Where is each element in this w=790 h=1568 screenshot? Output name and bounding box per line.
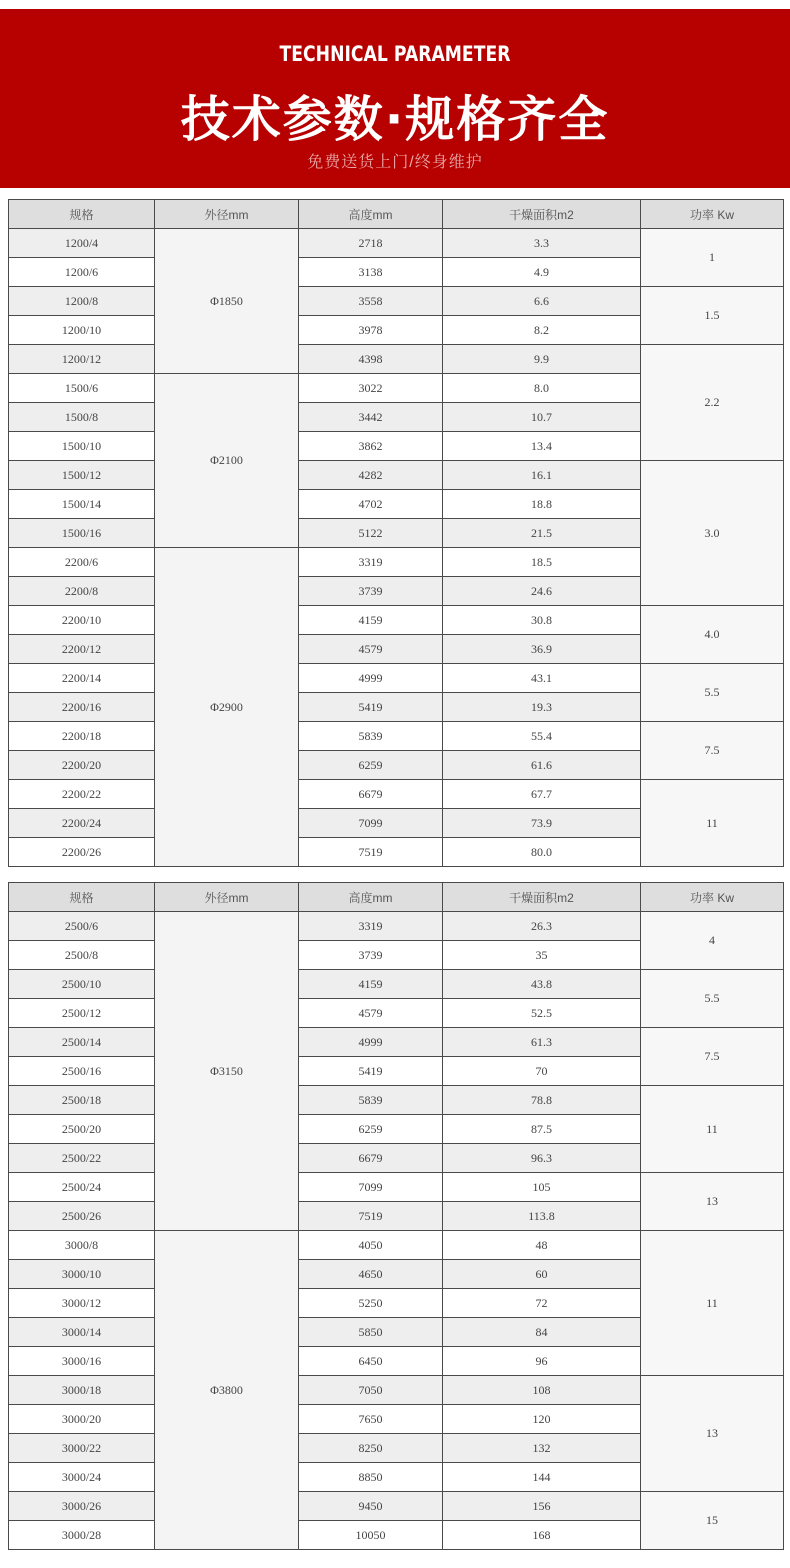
height-cell: 7050 [299,1376,443,1405]
table-row [9,664,784,693]
model-cell: 2500/10 [9,970,155,999]
model-cell: 1200/8 [9,287,155,316]
height-cell: 4999 [299,664,443,693]
drying-area-cell: 16.1 [443,461,641,490]
model-cell: 3000/28 [9,1521,155,1550]
model-cell: 3000/10 [9,1260,155,1289]
drying-area-cell: 61.3 [443,1028,641,1057]
header-model: 规格 [9,883,155,912]
drying-area-cell: 78.8 [443,1086,641,1115]
height-cell: 4579 [299,999,443,1028]
height-cell: 5419 [299,693,443,722]
table-row [9,1173,784,1202]
header-diameter: 外径mm [155,200,299,229]
height-cell: 2718 [299,229,443,258]
drying-area-cell: 105 [443,1173,641,1202]
height-cell: 4650 [299,1260,443,1289]
height-cell: 6679 [299,1144,443,1173]
height-cell: 4159 [299,606,443,635]
drying-area-cell: 48 [443,1231,641,1260]
model-cell: 2200/8 [9,577,155,606]
drying-area-cell: 144 [443,1463,641,1492]
model-cell: 3000/18 [9,1376,155,1405]
power-cell: 7.5 [641,722,784,780]
drying-area-cell: 108 [443,1376,641,1405]
drying-area-cell: 156 [443,1492,641,1521]
drying-area-cell: 3.3 [443,229,641,258]
table-row [9,1492,784,1521]
header-drying-area: 干燥面积m2 [443,200,641,229]
model-cell: 2200/10 [9,606,155,635]
model-cell: 2200/26 [9,838,155,867]
height-cell: 4050 [299,1231,443,1260]
model-cell: 2500/20 [9,1115,155,1144]
drying-area-cell: 168 [443,1521,641,1550]
power-cell: 15 [641,1492,784,1550]
height-cell: 3442 [299,403,443,432]
drying-area-cell: 24.6 [443,577,641,606]
height-cell: 10050 [299,1521,443,1550]
height-cell: 5250 [299,1289,443,1318]
height-cell: 3862 [299,432,443,461]
header-power: 功率 Kw [641,883,784,912]
height-cell: 7519 [299,838,443,867]
height-cell: 7650 [299,1405,443,1434]
header-power: 功率 Kw [641,200,784,229]
power-cell: 11 [641,1231,784,1376]
table-row [9,1028,784,1057]
table-row [9,722,784,751]
diameter-cell: Φ1850 [155,229,299,374]
height-cell: 5839 [299,722,443,751]
drying-area-cell: 8.0 [443,374,641,403]
drying-area-cell: 87.5 [443,1115,641,1144]
drying-area-cell: 4.9 [443,258,641,287]
table-row [9,912,784,941]
model-cell: 2200/24 [9,809,155,838]
drying-area-cell: 96.3 [443,1144,641,1173]
height-cell: 5839 [299,1086,443,1115]
power-cell: 2.2 [641,345,784,461]
model-cell: 2200/20 [9,751,155,780]
model-cell: 1500/8 [9,403,155,432]
height-cell: 5419 [299,1057,443,1086]
table-row [9,461,784,490]
power-cell: 13 [641,1376,784,1492]
table-row [9,1376,784,1405]
height-cell: 4702 [299,490,443,519]
drying-area-cell: 60 [443,1260,641,1289]
model-cell: 2200/12 [9,635,155,664]
height-cell: 9450 [299,1492,443,1521]
model-cell: 1200/12 [9,345,155,374]
height-cell: 3739 [299,577,443,606]
header-drying-area: 干燥面积m2 [443,883,641,912]
diameter-cell: Φ3800 [155,1231,299,1550]
model-cell: 1200/6 [9,258,155,287]
height-cell: 4159 [299,970,443,999]
height-cell: 6450 [299,1347,443,1376]
height-cell: 6259 [299,1115,443,1144]
drying-area-cell: 80.0 [443,838,641,867]
model-cell: 1500/14 [9,490,155,519]
drying-area-cell: 70 [443,1057,641,1086]
model-cell: 1500/12 [9,461,155,490]
banner-title-cn: 技术参数·规格齐全 [180,91,610,148]
model-cell: 1500/10 [9,432,155,461]
model-cell: 2500/16 [9,1057,155,1086]
model-cell: 1500/16 [9,519,155,548]
height-cell: 8250 [299,1434,443,1463]
header-diameter: 外径mm [155,883,299,912]
model-cell: 3000/12 [9,1289,155,1318]
height-cell: 3319 [299,912,443,941]
drying-area-cell: 43.1 [443,664,641,693]
power-cell: 13 [641,1173,784,1231]
spec-table-2 [8,882,784,1550]
drying-area-cell: 18.8 [443,490,641,519]
header-height: 高度mm [299,883,443,912]
power-cell: 11 [641,780,784,867]
banner-subtitle: 免费送货上门/终身维护 [307,154,483,171]
header-banner [0,9,790,188]
height-cell: 6679 [299,780,443,809]
height-cell: 7099 [299,809,443,838]
drying-area-cell: 43.8 [443,970,641,999]
drying-area-cell: 13.4 [443,432,641,461]
table-row [9,345,784,374]
drying-area-cell: 6.6 [443,287,641,316]
height-cell: 4398 [299,345,443,374]
diameter-cell: Φ3150 [155,912,299,1231]
height-cell: 4579 [299,635,443,664]
height-cell: 3138 [299,258,443,287]
drying-area-cell: 120 [443,1405,641,1434]
table-row [9,287,784,316]
model-cell: 2200/16 [9,693,155,722]
model-cell: 2500/24 [9,1173,155,1202]
drying-area-cell: 30.8 [443,606,641,635]
table-row [9,1231,784,1260]
model-cell: 2500/14 [9,1028,155,1057]
power-cell: 11 [641,1086,784,1173]
power-cell: 5.5 [641,970,784,1028]
height-cell: 7519 [299,1202,443,1231]
model-cell: 2200/6 [9,548,155,577]
height-cell: 4282 [299,461,443,490]
model-cell: 2200/14 [9,664,155,693]
header-height: 高度mm [299,200,443,229]
height-cell: 7099 [299,1173,443,1202]
model-cell: 2200/18 [9,722,155,751]
height-cell: 3319 [299,548,443,577]
model-cell: 1200/10 [9,316,155,345]
model-cell: 3000/20 [9,1405,155,1434]
drying-area-cell: 132 [443,1434,641,1463]
power-cell: 4.0 [641,606,784,664]
model-cell: 3000/26 [9,1492,155,1521]
height-cell: 6259 [299,751,443,780]
height-cell: 5122 [299,519,443,548]
drying-area-cell: 52.5 [443,999,641,1028]
drying-area-cell: 61.6 [443,751,641,780]
drying-area-cell: 18.5 [443,548,641,577]
diameter-cell: Φ2900 [155,548,299,867]
drying-area-cell: 35 [443,941,641,970]
model-cell: 2200/22 [9,780,155,809]
table-header-row [9,883,784,912]
drying-area-cell: 19.3 [443,693,641,722]
model-cell: 1500/6 [9,374,155,403]
height-cell: 3978 [299,316,443,345]
model-cell: 3000/8 [9,1231,155,1260]
drying-area-cell: 8.2 [443,316,641,345]
model-cell: 2500/22 [9,1144,155,1173]
model-cell: 2500/18 [9,1086,155,1115]
height-cell: 4999 [299,1028,443,1057]
power-cell: 1.5 [641,287,784,345]
power-cell: 3.0 [641,461,784,606]
table-header-row [9,200,784,229]
power-cell: 7.5 [641,1028,784,1086]
power-cell: 1 [641,229,784,287]
model-cell: 3000/24 [9,1463,155,1492]
drying-area-cell: 55.4 [443,722,641,751]
height-cell: 3739 [299,941,443,970]
drying-area-cell: 72 [443,1289,641,1318]
power-cell: 5.5 [641,664,784,722]
table-row [9,780,784,809]
model-cell: 3000/22 [9,1434,155,1463]
height-cell: 3022 [299,374,443,403]
model-cell: 2500/26 [9,1202,155,1231]
drying-area-cell: 26.3 [443,912,641,941]
drying-area-cell: 36.9 [443,635,641,664]
height-cell: 8850 [299,1463,443,1492]
height-cell: 3558 [299,287,443,316]
drying-area-cell: 10.7 [443,403,641,432]
table-row [9,229,784,258]
table-row [9,1086,784,1115]
model-cell: 2500/6 [9,912,155,941]
drying-area-cell: 21.5 [443,519,641,548]
power-cell: 4 [641,912,784,970]
header-model: 规格 [9,200,155,229]
drying-area-cell: 73.9 [443,809,641,838]
model-cell: 2500/8 [9,941,155,970]
drying-area-cell: 84 [443,1318,641,1347]
model-cell: 3000/16 [9,1347,155,1376]
height-cell: 5850 [299,1318,443,1347]
model-cell: 1200/4 [9,229,155,258]
spec-table-1 [8,199,784,867]
diameter-cell: Φ2100 [155,374,299,548]
drying-area-cell: 67.7 [443,780,641,809]
drying-area-cell: 113.8 [443,1202,641,1231]
table-row [9,970,784,999]
table-row [9,606,784,635]
model-cell: 2500/12 [9,999,155,1028]
banner-title-en: TECHNICAL PARAMETER [279,42,511,66]
drying-area-cell: 9.9 [443,345,641,374]
drying-area-cell: 96 [443,1347,641,1376]
model-cell: 3000/14 [9,1318,155,1347]
